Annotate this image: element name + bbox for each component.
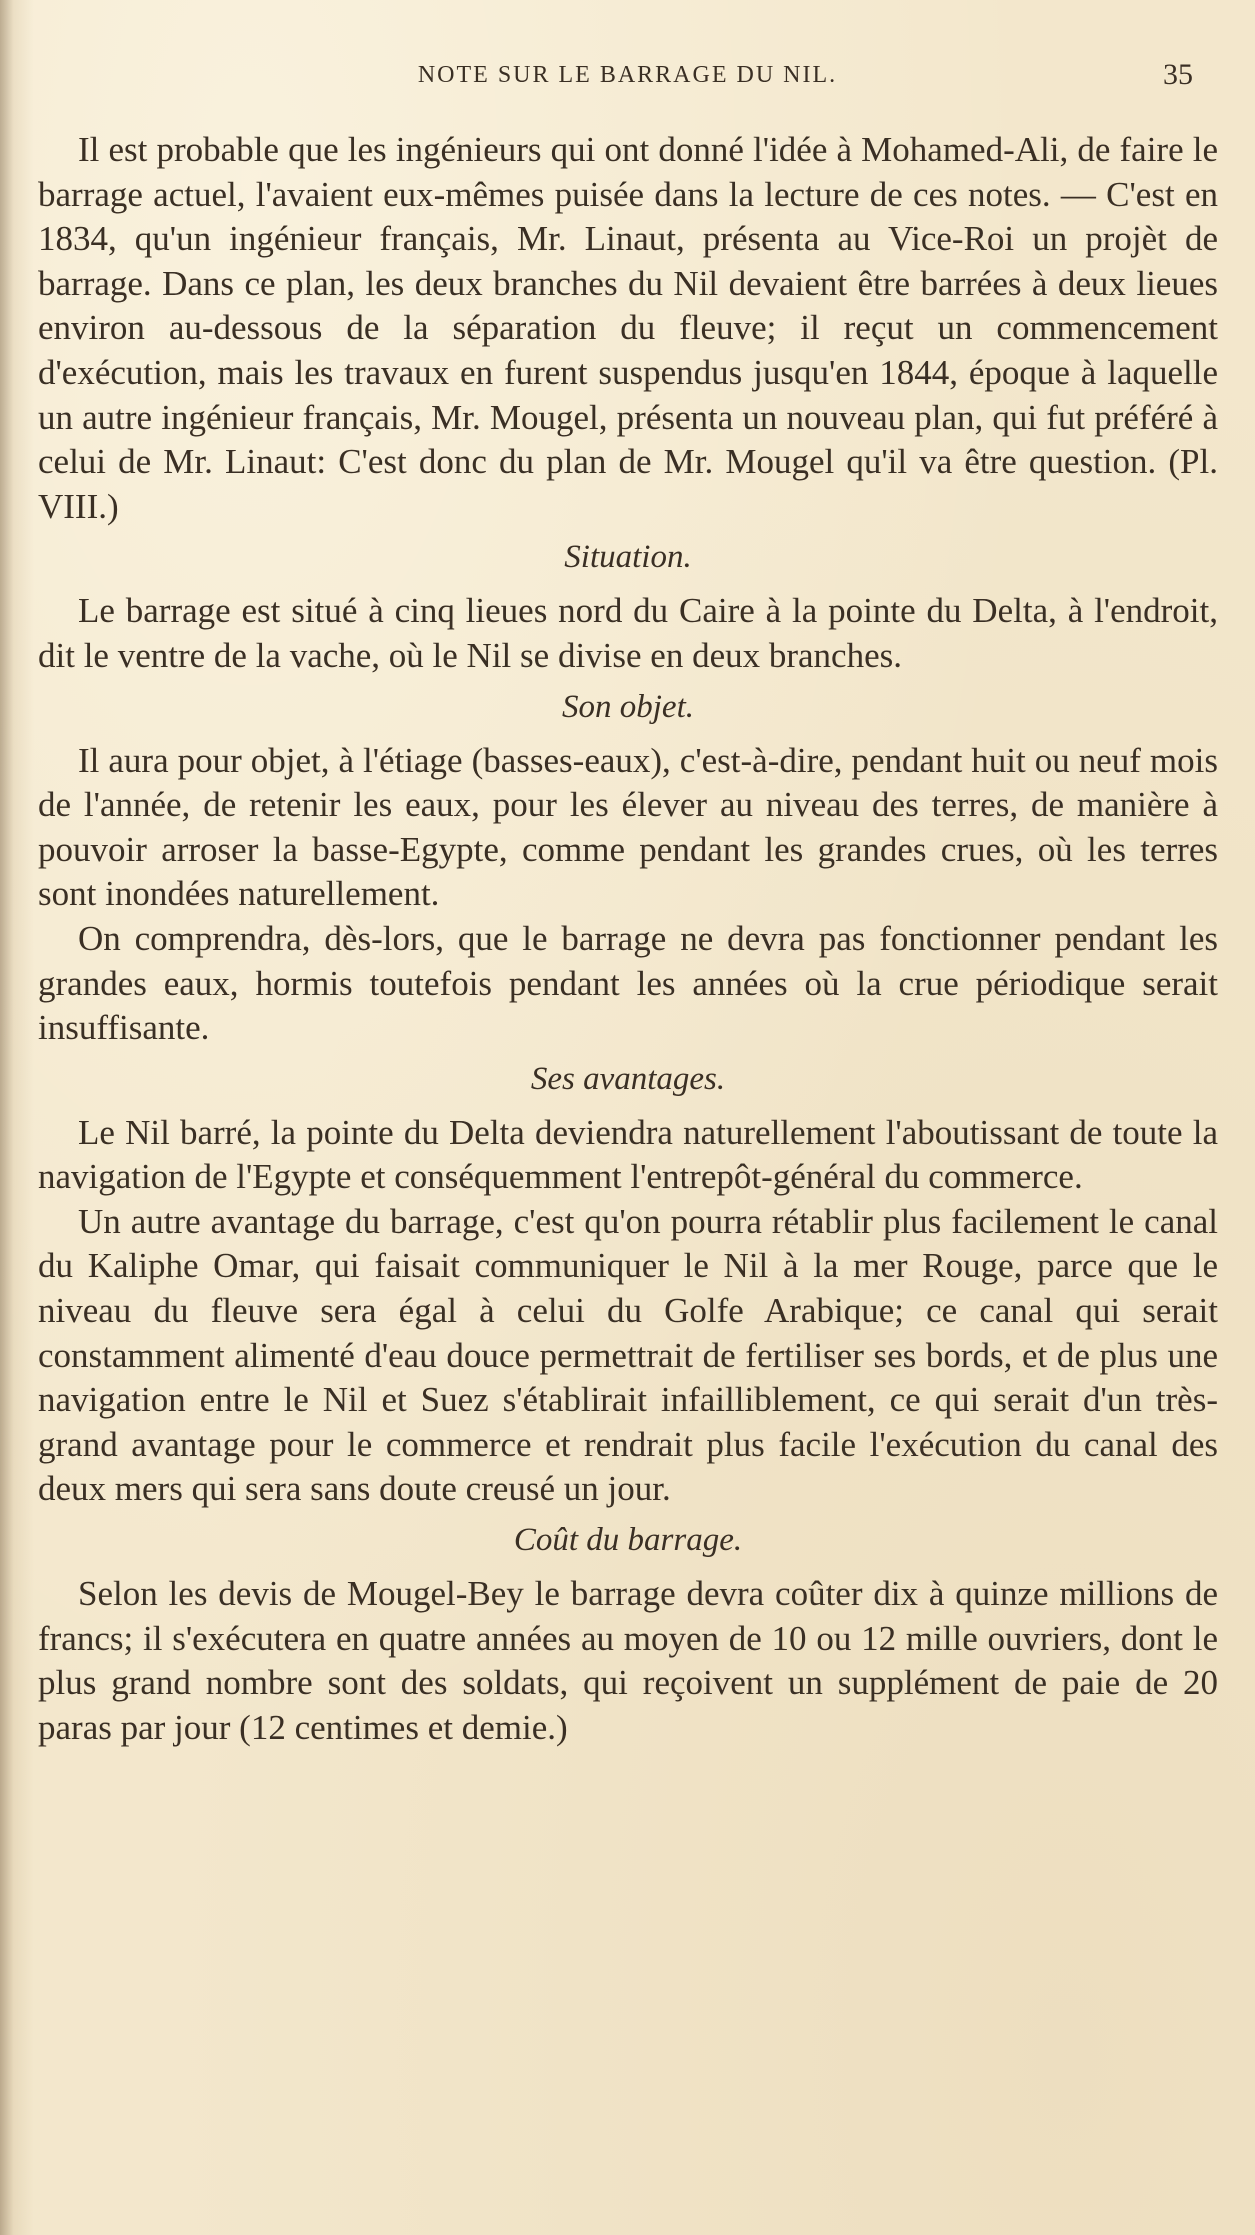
body-text [38,128,1218,1750]
paragraph-situation: Le barrage est situé à cinq lieues nord du Caire à la pointe du Delta, à l'endroit, dit le ventre de la vache, où le Nil se divise en deux branches. [38,591,1218,675]
paragraph-cout: Selon les devis de Mougel-Bey le barrage devra coûter dix à quinze millions de francs; il s'exécutera en quatre années au moyen de 10 ou 12 mille ouvriers, dont le plus grand nombre sont des soldats, qui reçoivent un supplément de paie de 20 paras par jour (12 centimes et demie.) [38,1574,1218,1747]
heading-cout: Coût du barrage. [513,1522,743,1559]
paragraph-objet-1: Il aura pour objet, à l'étiage (basses-eaux), c'est-à-dire, pendant huit ou neuf mois de l'année, de retenir les eaux, pour les élever au niveau des terres, de manière à pouvoir arroser la basse-Egypte, comme pendant les grandes crues, où les terres sont inondées naturellement. [38,740,1218,914]
running-head [40,58,1215,102]
binding-shadow [0,0,34,2235]
page-number: 35 [1163,58,1193,91]
heading-objet: Son objet. [562,688,694,725]
paragraph-avantages-1: Le Nil barré, la pointe du Delta deviendra naturellement l'aboutissant de toute la navigation de l'Egypte et conséquemment l'entrepôt-général du commerce. [38,1112,1218,1197]
paragraph-avantages-2: Un autre avantage du barrage, c'est qu'on pourra rétablir plus facilement le canal du Kaliphe Omar, qui faisait communiquer le Nil à la mer Rouge, parce que le niveau du fleuve sera égal à celui du Golfe Arabique; ce canal qui serait constamment alimenté d'eau douce permettrait de fertiliser ses bords, et de plus une navigation entre le Nil et Suez s'établirait infailliblement, ce qui serait d'un très-grand avantage pour le commerce et rendrait plus facile l'exécution du canal des deux mers qui sera sans doute creusé un jour. [38,1201,1218,1509]
heading-situation: Situation. [564,539,692,576]
paragraph-objet-2: On comprendra, dès-lors, que le barrage ne devra pas fonctionner pendant les grandes eaux, hormis toutefois pendant les années où la crue périodique serait insuffisante. [38,918,1218,1048]
paragraph-intro: Il est probable que les ingénieurs qui ont donné l'idée à Mohamed-Ali, de faire le barrage actuel, l'avaient eux-mêmes puisée dans la lecture de ces notes. — C'est en 1834, qu'un ingénieur français, Mr. Linaut, présenta au Vice-Roi un projèt de barrage. Dans ce plan, les deux branches du Nil devaient être barrées à deux lieues environ au-dessous de la séparation du fleuve; il reçut un commencement d'exécution, mais les travaux en furent suspendus jusqu'en 1844, époque à laquelle un autre ingénieur français, Mr. Mougel, présenta un nouveau plan, qui fut préféré à celui de Mr. Linaut: C'est donc du plan de Mr. Mougel qu'il va être question. (Pl. VIII.) [38,130,1218,526]
heading-avantages: Ses avantages. [530,1060,726,1097]
running-title: NOTE SUR LE BARRAGE DU NIL. [417,62,838,88]
